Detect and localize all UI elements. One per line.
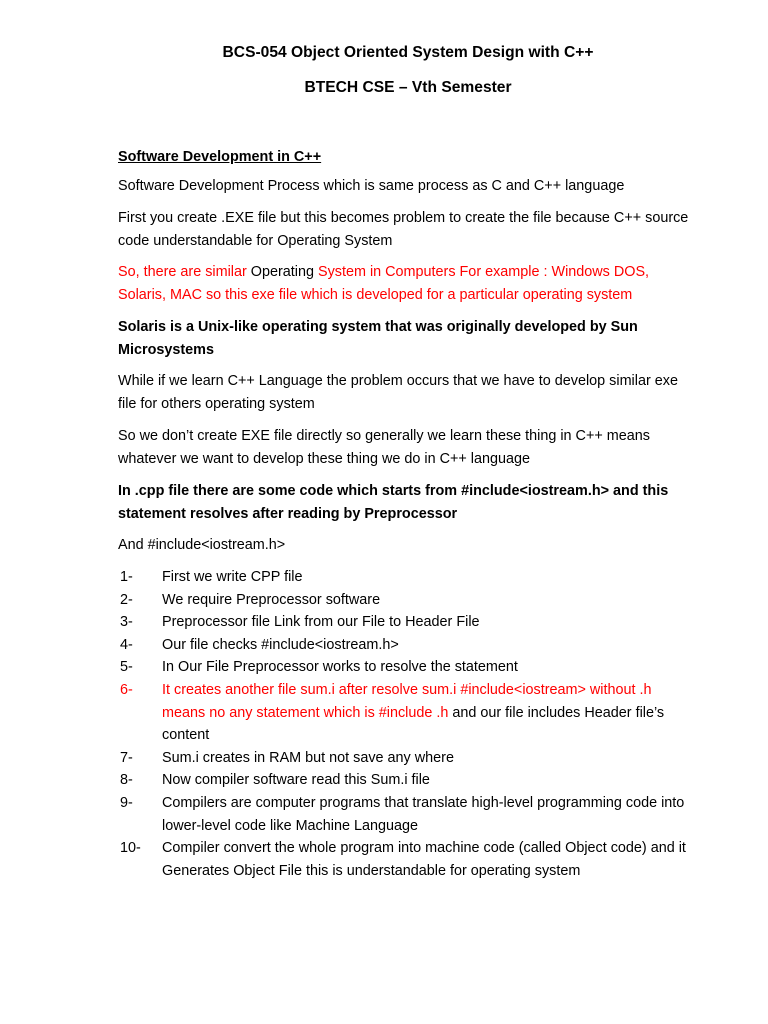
list-item-number: 3-	[120, 614, 133, 631]
document-subtitle: BTECH CSE – Vth Semester	[304, 79, 512, 96]
list-item	[118, 837, 698, 882]
paragraph-5: While if we learn C++ Language the problem occurs that we have to develop similar exe file for others operating system	[118, 373, 678, 412]
paragraph-3-part-3: System in Computers For example : Windows DOS, Solaris, MAC so this exe file which is developed for a particular operating system	[118, 264, 650, 303]
list-item-text: Compiler convert the whole program into machine code (called Object code) and it Generates Object File this is understandable for operating system	[162, 840, 686, 879]
steps-list-container	[118, 566, 698, 882]
paragraph-6: So we don’t create EXE file directly so generally we learn these thing in C++ means whatever we want to develop these thing we do in C++ language	[118, 428, 650, 467]
list-item-text: We require Preprocessor software	[162, 591, 381, 608]
list-item-number: 2-	[120, 591, 133, 608]
steps-list	[118, 566, 698, 882]
list-item-text-red: It creates another file sum.i after resolve sum.i #include<iostream> without .h means no any statement which is #include .h	[162, 681, 652, 721]
list-item-text: In Our File Preprocessor works to resolve the statement	[162, 659, 518, 676]
list-item	[118, 566, 698, 589]
list-item-number: 10-	[120, 840, 141, 857]
paragraph-7: In .cpp file there are some code which starts from #include<iostream.h> and this statement resolves after reading by Preprocessor	[118, 483, 669, 522]
list-item-number: 5-	[120, 659, 133, 676]
list-item-text: Sum.i creates in RAM but not save any where	[162, 749, 454, 766]
list-item	[118, 656, 698, 679]
list-item-number: 7-	[120, 749, 133, 766]
list-item	[118, 792, 698, 837]
list-item-text: Our file checks #include<iostream.h>	[162, 636, 399, 653]
list-item	[118, 634, 698, 657]
paragraph-4: Solaris is a Unix-like operating system that was originally developed by Sun Microsystems	[118, 319, 638, 358]
list-item	[118, 589, 698, 612]
paragraph-8: And #include<iostream.h>	[118, 537, 286, 553]
list-item-number: 8-	[120, 772, 133, 789]
list-item-text: Compilers are computer programs that translate high-level programming code into lower-level code like Machine Language	[162, 794, 685, 834]
list-item-text: First we write CPP file	[162, 569, 303, 585]
paragraph-1: Software Development Process which is same process as C and C++ language	[118, 178, 625, 194]
paragraph-3-part-1: So, there are similar	[118, 264, 251, 280]
list-item-number: 4-	[120, 636, 133, 653]
section-heading: Software Development in C++	[118, 149, 322, 165]
list-item-number: 9-	[120, 794, 133, 811]
list-item-text: Preprocessor file Link from our File to Header File	[162, 614, 480, 631]
paragraph-3	[118, 261, 698, 306]
document-title: BCS-054 Object Oriented System Design with C++	[222, 44, 594, 61]
list-item-number: 1-	[120, 569, 133, 585]
list-item-text: and our file includes Header file’s content	[162, 704, 665, 744]
list-item	[118, 747, 698, 770]
list-item	[118, 769, 698, 792]
paragraph-2: First you create .EXE file but this becomes problem to create the file because C++ source code understandable for Operating System	[118, 210, 689, 249]
list-item	[118, 611, 698, 634]
list-item-text: Now compiler software read this Sum.i file	[162, 772, 430, 789]
list-item	[118, 679, 698, 747]
paragraph-3-part-2: Operating	[250, 264, 318, 280]
list-item-number: 6-	[120, 681, 133, 698]
